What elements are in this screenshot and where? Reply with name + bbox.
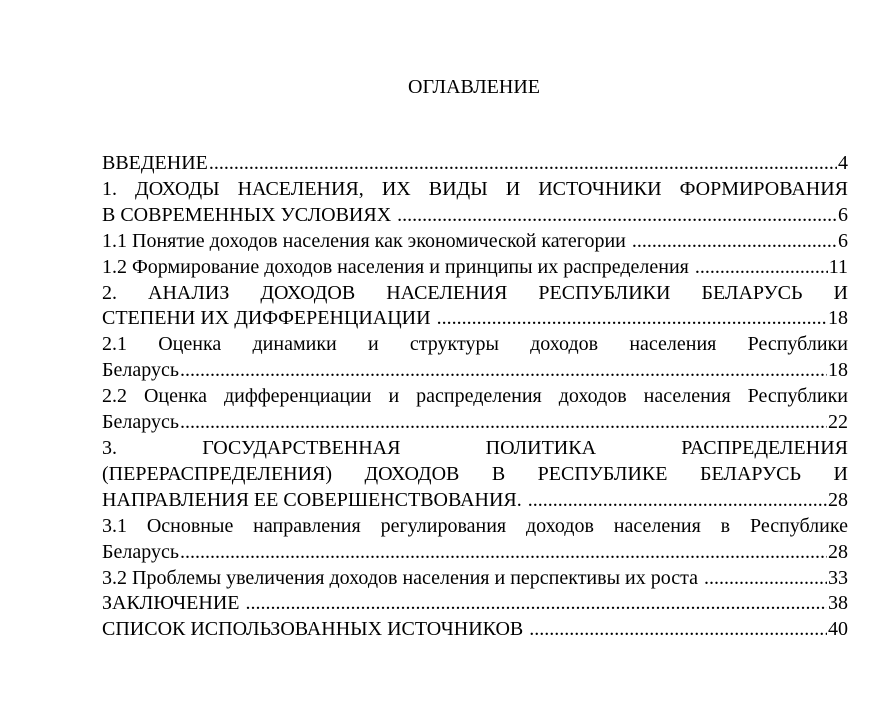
dot-leader — [632, 229, 837, 255]
toc-word: НАСЕЛЕНИЯ, — [237, 177, 364, 200]
toc-word: ПОЛИТИКА — [485, 436, 597, 459]
toc-entry[interactable] — [102, 591, 848, 617]
toc-word: Республике — [749, 514, 848, 537]
toc-word: Основные — [146, 514, 234, 537]
toc-entry[interactable] — [102, 617, 848, 643]
toc-word: НАСЕЛЕНИЯ — [386, 281, 508, 304]
toc-word: В — [491, 462, 506, 485]
toc-word: РЕСПУБЛИКИ — [538, 281, 671, 304]
toc-entry[interactable] — [102, 255, 848, 281]
dot-leader — [528, 488, 827, 514]
toc-word: БЕЛАРУСЬ — [701, 281, 803, 304]
toc-entry-label: Беларусь — [102, 359, 179, 382]
toc-word: распределения — [416, 385, 542, 408]
toc-entry[interactable] — [102, 514, 848, 566]
toc-word: ДОХОДЫ — [135, 177, 220, 200]
toc-page-number: 18 — [828, 359, 848, 382]
toc-entry[interactable] — [102, 151, 848, 177]
toc-word: (ПЕРЕРАСПРЕДЕЛЕНИЯ) — [102, 462, 333, 485]
toc-entry-label: ВВЕДЕНИЕ — [102, 152, 208, 174]
toc-entry-label: СПИСОК ИСПОЛЬЗОВАННЫХ ИСТОЧНИКОВ — [102, 618, 529, 641]
toc-word: населения — [613, 514, 701, 537]
toc-page-number: 22 — [828, 411, 848, 434]
toc-word: динамики — [252, 333, 337, 356]
dot-leader — [397, 203, 837, 229]
toc-word: ИСТОЧНИКИ — [538, 177, 662, 200]
dot-leader — [180, 410, 827, 436]
toc-entry-line — [102, 514, 848, 540]
toc-entry-label: Беларусь — [102, 411, 179, 434]
toc-word: И — [505, 177, 521, 200]
toc-entry-line — [102, 462, 848, 488]
toc-word: Республики — [747, 385, 848, 408]
toc-word: 3.1 — [102, 514, 127, 537]
toc-page-number: 11 — [828, 255, 848, 278]
toc-entry-label: ЗАКЛЮЧЕНИЕ — [102, 592, 245, 615]
toc-page-number: 33 — [828, 566, 848, 589]
toc-word: 3. — [102, 436, 117, 459]
toc-entry-label: 1.2 Формирование доходов населения и принципы их распределения — [102, 255, 694, 278]
toc-word: и — [388, 385, 400, 408]
toc-word: И — [833, 462, 848, 485]
toc-word: ДОХОДОВ — [364, 462, 460, 485]
toc-word: Оценка — [143, 385, 207, 408]
dot-leader — [209, 151, 837, 177]
toc-word: доходов — [558, 385, 627, 408]
toc-word: доходов — [525, 514, 594, 537]
toc-entry-line — [102, 177, 848, 203]
toc-entry[interactable] — [102, 384, 848, 436]
dot-leader — [245, 591, 827, 617]
toc-word: структуры — [409, 333, 499, 356]
dot-leader — [180, 540, 827, 566]
toc-word: ФОРМИРОВАНИЯ — [679, 177, 848, 200]
toc-entry-label: Беларусь — [102, 540, 179, 563]
toc-word: РАСПРЕДЕЛЕНИЯ — [681, 436, 848, 459]
toc-entry-line — [102, 384, 848, 410]
toc-page-number: 38 — [828, 592, 848, 615]
toc-entry[interactable] — [102, 229, 848, 255]
toc-word: регулирования — [380, 514, 507, 537]
toc-word: населения — [629, 333, 717, 356]
toc-word: и — [367, 333, 379, 356]
toc-page-number: 4 — [838, 152, 848, 174]
toc-entry[interactable] — [102, 177, 848, 229]
toc-word: ИХ — [381, 177, 411, 200]
dot-leader — [180, 358, 827, 384]
toc-entry-label: НАПРАВЛЕНИЯ ЕЕ СОВЕРШЕНСТВОВАНИЯ. — [102, 488, 527, 511]
toc-entry-line — [102, 332, 848, 358]
toc-page-number: 28 — [828, 488, 848, 511]
toc-word: населения — [643, 385, 731, 408]
toc-page-number: 18 — [828, 307, 848, 330]
toc-entry-line — [102, 281, 848, 307]
toc-entry[interactable] — [102, 436, 848, 514]
toc-word: направления — [253, 514, 361, 537]
toc-word: РЕСПУБЛИКЕ — [537, 462, 668, 485]
toc-page-number: 6 — [838, 229, 848, 252]
toc-word: 1. — [102, 177, 117, 200]
toc-word: в — [720, 514, 731, 537]
dot-leader — [529, 617, 827, 643]
toc-word: 2.2 — [102, 385, 127, 408]
toc-word: БЕЛАРУСЬ — [699, 462, 802, 485]
toc-word: АНАЛИЗ — [148, 281, 230, 304]
toc-word: ГОСУДАРСТВЕННАЯ — [202, 436, 401, 459]
toc-entry-label: В СОВРЕМЕННЫХ УСЛОВИЯХ — [102, 203, 397, 226]
toc-page-number: 28 — [828, 540, 848, 563]
toc-word: ВИДЫ — [428, 177, 488, 200]
toc-word: И — [833, 281, 848, 304]
toc-entry-label: СТЕПЕНИ ИХ ДИФФЕРЕНЦИАЦИИ — [102, 307, 436, 330]
toc-title: ОГЛАВЛЕНИЕ — [408, 76, 540, 98]
toc-page-number: 6 — [838, 203, 848, 226]
toc-entry[interactable] — [102, 332, 848, 384]
toc-page-number: 40 — [828, 618, 848, 641]
toc-word: Оценка — [158, 333, 222, 356]
toc-entry[interactable] — [102, 281, 848, 333]
dot-leader — [437, 306, 827, 332]
dot-leader — [704, 566, 827, 592]
toc-entry-label: 1.1 Понятие доходов населения как экономической категории — [102, 229, 631, 252]
dot-leader — [695, 255, 828, 281]
toc-word: 2.1 — [102, 333, 127, 356]
toc-entry-line — [102, 436, 848, 462]
toc-entry-label: 3.2 Проблемы увеличения доходов населения и перспективы их роста — [102, 566, 703, 589]
toc-word: Республики — [747, 333, 848, 356]
table-of-contents — [102, 151, 848, 643]
toc-entry[interactable] — [102, 566, 848, 592]
toc-word: 2. — [102, 281, 117, 304]
toc-word: ДОХОДОВ — [260, 281, 356, 304]
toc-word: дифференциации — [223, 385, 372, 408]
toc-word: доходов — [530, 333, 599, 356]
